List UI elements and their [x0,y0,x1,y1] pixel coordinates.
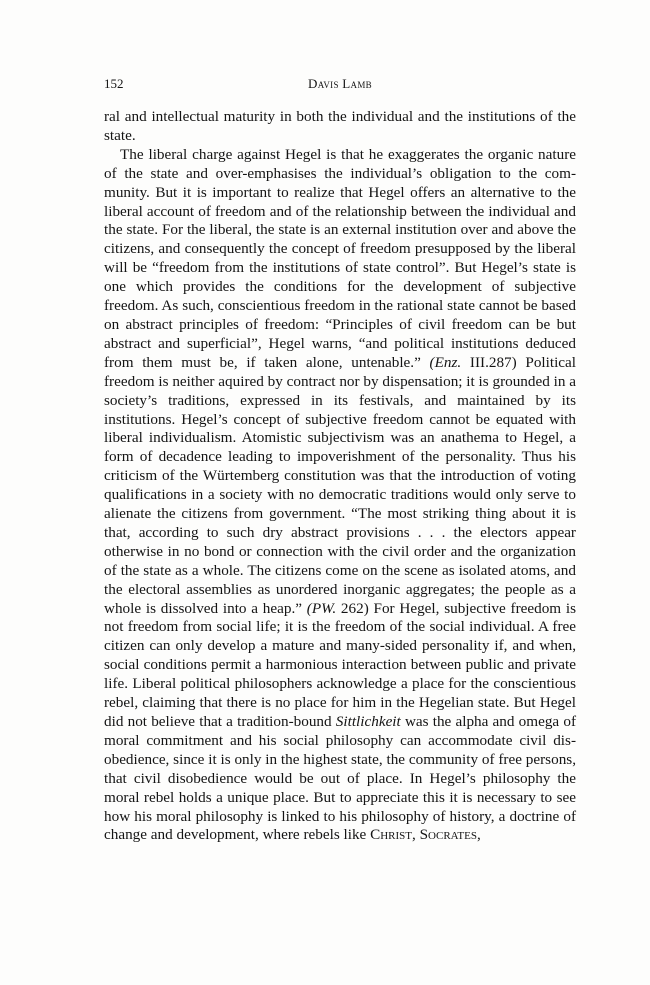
paragraph-main [104,146,576,846]
citation-pw: (PW. [306,599,337,617]
page-number: 152 [104,76,124,91]
page-header [104,74,576,94]
paragraph-text-3: 262) For Hegel, subjective freedom is not freedom from social life; it is the freedom of the social individual. A free citizen can only develop a mature and many-sided personality if, and when, social conditions permit a harmonious interaction between public and private life. Liberal political philosophers acknowledge a place for the conscientious rebel, claiming that there is no place for him in the Hegelian state. But Hegel did not believe that a tradition-bound [104,599,577,730]
paragraph-text-1: The liberal charge against Hegel is that he exaggerates the organic nature of the state and over-emphasises the individual’s obligation to the community. But it is important to realize that Hegel offers an alternative to the liberal account of freedom and of the relationship between the individual and the state. For the liberal, the state is an external institution over and above the citizens, and consequently the concept of freedom presupposed by the liberal will be “freedom from the institutions of state control”. But Hegel’s state is one which provides the conditions for the development of subjective freedom. As such, conscientious freedom in the rational state cannot be based on abstract principles of freedom: “Principles of civil freedom can be but abstract and superficial”, Hegel warns, “and political institutions deduced from them must be, if taken alone, untenable.” [104,145,576,371]
name-socrates: Socrates, [419,826,481,844]
body-text [104,108,576,845]
paragraph-text-4: was the alpha and omega of moral commitment and his social philosophy can accommodate civil disobedience, since it is only in the highest state, the community of free persons, that civil disobedience would be out of place. In Hegel’s philosophy the moral rebel holds a unique place. But to appreciate this it is necessary to see how his moral philosophy is linked to his philosophy of history, a doctrine of change and development, where rebels like [104,713,576,844]
term-sittlichkeit: Sittlichkeit [335,713,401,730]
name-christ: Christ, [370,826,416,844]
paragraph-continued: ral and intellectual maturity in both the individual and the institutions of the state. [104,108,576,144]
paragraph-text-2: III.287) Political freedom is neither aquired by contract nor by dispensation; it is grounded in a society’s traditions, expressed in its festivals, and maintained by its institutions. Hegel’s concept of subjective freedom cannot be equated with liberal individualism. Atomistic subjectivism was an anathema to Hegel, a form of decadence leading to impoverishment of the personality. Thus his criticism of the Würtemberg constitution was that the introduction of voting qualifications in a society with no democratic traditions would only serve to alienate the citizens from government. “The most striking thing about it is that, according to such dry abstract provisions . . . the electors appear otherwise in no bond or connection with the civil order and the organization of the state as a whole. The citizens come on the scene as isolated atoms, and the electoral assemblies as unordered inorganic aggregates; the people as a whole is dissolved into a heap.” [104,353,577,617]
citation-enz: (Enz. [429,353,462,371]
running-head: Davis Lamb [308,76,372,91]
